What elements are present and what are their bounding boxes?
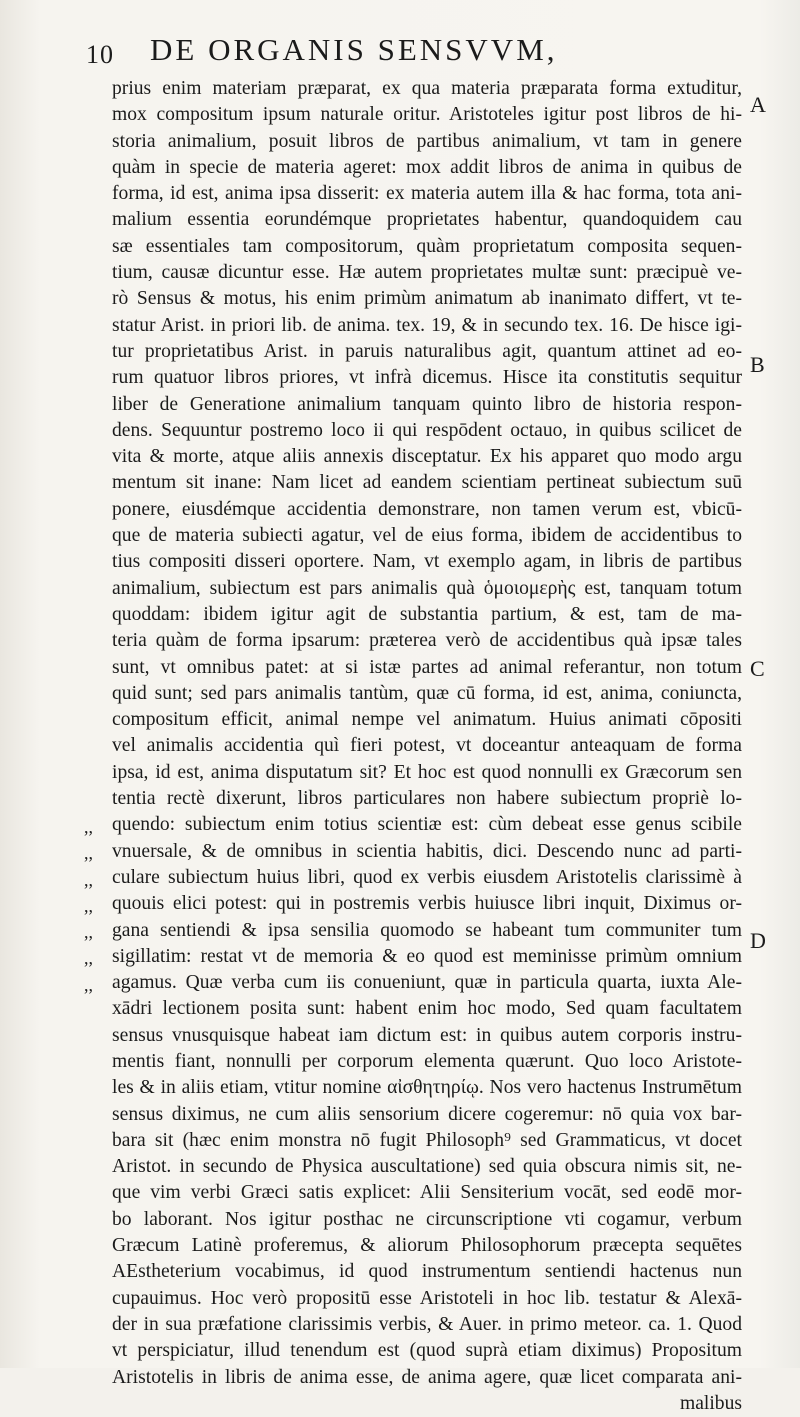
page-number: 10 (86, 40, 114, 69)
text-line: bara sit (hæc enim monstra nō fugit Philosoph⁹ sed Grammaticus, vt docet (112, 1129, 742, 1151)
quote-mark: ,, (84, 843, 93, 864)
text-line: bo laborant. Nos igitur posthac ne circunscriptione vti cogamur, verbum (112, 1208, 742, 1230)
text-line: vita & morte, atque aliis annexis disceptatur. Ex his apparet quo modo argu (112, 446, 742, 468)
text-line: quouis elici potest: qui in postremis verbis huiusce libri inquit, Diximus or- (112, 893, 742, 915)
text-line: agamus. Quæ verba cum iis conueniunt, quæ in particula quarta, iuxta Ale- (112, 972, 742, 994)
margin-letter-a: A (750, 92, 766, 117)
text-line: vel animalis accidentia quì fieri potest, vt doceantur anteaquam de forma (112, 735, 742, 757)
text-line: mentis fiant, nonnulli per corporum elementa quærunt. Quo loco Aristote- (112, 1050, 742, 1072)
text-line: quàm in specie de materia ageret: mox addit libros de anima in quibus de (112, 156, 742, 178)
text-line: malium essentia eorundémque proprietates habentur, quandoquidem cau (112, 209, 742, 231)
text-line: forma, id est, anima ipsa disserit: ex materia autem illa & hac forma, tota ani- (112, 183, 742, 205)
text-line: sigillatim: restat vt de memoria & eo quod est meminisse primùm omnium (112, 945, 742, 967)
text-line: tentia rectè dixerunt, libros particulares non habere subiectum propriè lo- (112, 788, 742, 810)
text-line: ipsa, id est, anima disputatum sit? Et hoc est quod nonnulli ex Græcorum sen (112, 761, 742, 783)
text-line: culare subiectum huius libri, quod ex verbis eiusdem Aristotelis clarissimè à (112, 866, 742, 888)
text-line: dens. Sequuntur postremo loco ii qui respōdent octauo, in quibus scilicet de (112, 419, 742, 441)
text-line: que vim verbi Græci satis explicet: Alii Sensiterium vocāt, sed eodē mor- (112, 1182, 742, 1204)
text-line: mox compositum ipsum naturale oritur. Aristoteles igitur post libros de hi- (112, 104, 742, 126)
quote-mark: ,, (84, 817, 93, 837)
margin-letter-b: B (750, 352, 765, 377)
text-line: tium, causæ dicuntur esse. Hæ autem proprietates multæ sunt: præcipuè ve- (112, 262, 742, 284)
quote-mark: ,, (84, 895, 93, 916)
text-line: Græcum Latinè proferemus, & aliorum Philosophorum præcepta sequētes (112, 1235, 742, 1257)
text-line: sensus vnusquisque habeat iam dictum est: in quibus autem corporis instru- (112, 1024, 742, 1046)
text-line: animalium, subiectum est pars animalis quà ὁμοιομερὴς est, tanquam totum (112, 577, 742, 599)
quotation-marks-column (84, 814, 108, 998)
quote-mark: ,, (84, 869, 93, 890)
body-text (112, 76, 742, 1417)
text-line: les & in aliis etiam, vtitur nomine αἰσθητηρίῳ. Nos vero hactenus Instrumētum (112, 1077, 742, 1099)
text-line: tius compositi disseri oportere. Nam, vt exemplo agam, in libris de partibus (112, 551, 742, 573)
text-line: sæ essentiales tam compositorum, quàm proprietatum composita sequen- (112, 235, 742, 257)
text-line: gana sentiendi & ipsa sensilia quomodo se habeant tum communiter tum (112, 919, 742, 941)
text-line: quid sunt; sed pars animalis tantùm, quæ cū forma, id est, anima, coniuncta, (112, 682, 742, 704)
quote-mark: ,, (84, 948, 93, 969)
text-line: rum quatuor libros priores, vt infrà dicemus. Hisce ita constitutis sequitur (112, 367, 742, 389)
text-line: tur proprietatibus Arist. in paruis naturalibus agit, quantum attinet ad eo- (112, 340, 742, 362)
text-line: que de materia subiecti agatur, vel de eius forma, ibidem de accidentibus to (112, 525, 742, 547)
text-line: mentum sit inane: Nam licet ad eandem scientiam pertineat subiectum suū (112, 472, 742, 494)
text-line: prius enim materiam præparat, ex qua materia præparata forma extuditur, (112, 78, 742, 99)
text-line: sensus diximus, ne cum aliis sensorium dicere cogeremur: nō quia vox bar- (112, 1103, 742, 1125)
margin-letter-d: D (750, 928, 766, 953)
text-line: cupauimus. Hoc verò propositū esse Aristoteli in hoc lib. testatur & Alexā- (112, 1287, 742, 1309)
text-line: compositum efficit, animal nempe vel animatum. Huius animati cōpositi (112, 709, 742, 731)
text-line: liber de Generatione animalium tanquam quinto libro de historia respon- (112, 393, 742, 415)
quote-mark: ,, (84, 922, 93, 943)
text-line: xādri lectionem posita sunt: habent enim hoc modo, Sed quam facultatem (112, 998, 742, 1020)
quote-mark: ,, (84, 974, 93, 995)
text-line: teria quàm de forma ipsarum: præterea verò de accidentibus quà ipsæ tales (112, 630, 742, 652)
text-line: malibus (679, 1392, 742, 1414)
text-line: statur Arist. in priori lib. de anima. tex. 19, & in secundo tex. 16. De hisce igi- (112, 314, 742, 336)
text-line: vnuersale, & de omnibus in scientia habitis, dici. Descendo nunc ad parti- (112, 840, 742, 862)
text-line: quoddam: ibidem igitur agit de substantia partium, & est, tam de ma- (112, 603, 742, 625)
text-line: ponere, eiusdémque accidentia demonstrare, non tamen verum est, vbicū- (112, 498, 742, 520)
text-line: Aristotelis in libris de anima esse, de anima agere, quæ licet comparata ani- (112, 1366, 742, 1388)
running-head: DE ORGANIS SENSVVM, (150, 32, 558, 67)
text-line: quendo: subiectum enim totius scientiæ est: cùm debeat esse genus scibile (112, 814, 742, 836)
text-line: rò Sensus & motus, his enim primùm animatum ab inanimato differt, vt te- (112, 288, 742, 310)
text-line: AEstheterium vocabimus, id quod instrumentum sentiendi hactenus nun (112, 1261, 742, 1283)
text-line: der in sua præfatione clarissimis verbis, & Auer. in primo meteor. ca. 1. Quod (112, 1313, 742, 1335)
margin-letter-c: C (750, 656, 765, 681)
text-line: storia animalium, posuit libros de partibus animalium, vt tam in genere (112, 130, 742, 152)
text-line: sunt, vt omnibus patet: at si istæ partes ad animal referantur, non totum (112, 656, 742, 678)
text-line: Aristot. in secundo de Physica auscultatione) sed quia obscura nimis sit, ne- (112, 1156, 742, 1178)
text-line: vt perspiciatur, illud tenendum est (quod suprà etiam diximus) Propositum (112, 1340, 742, 1362)
